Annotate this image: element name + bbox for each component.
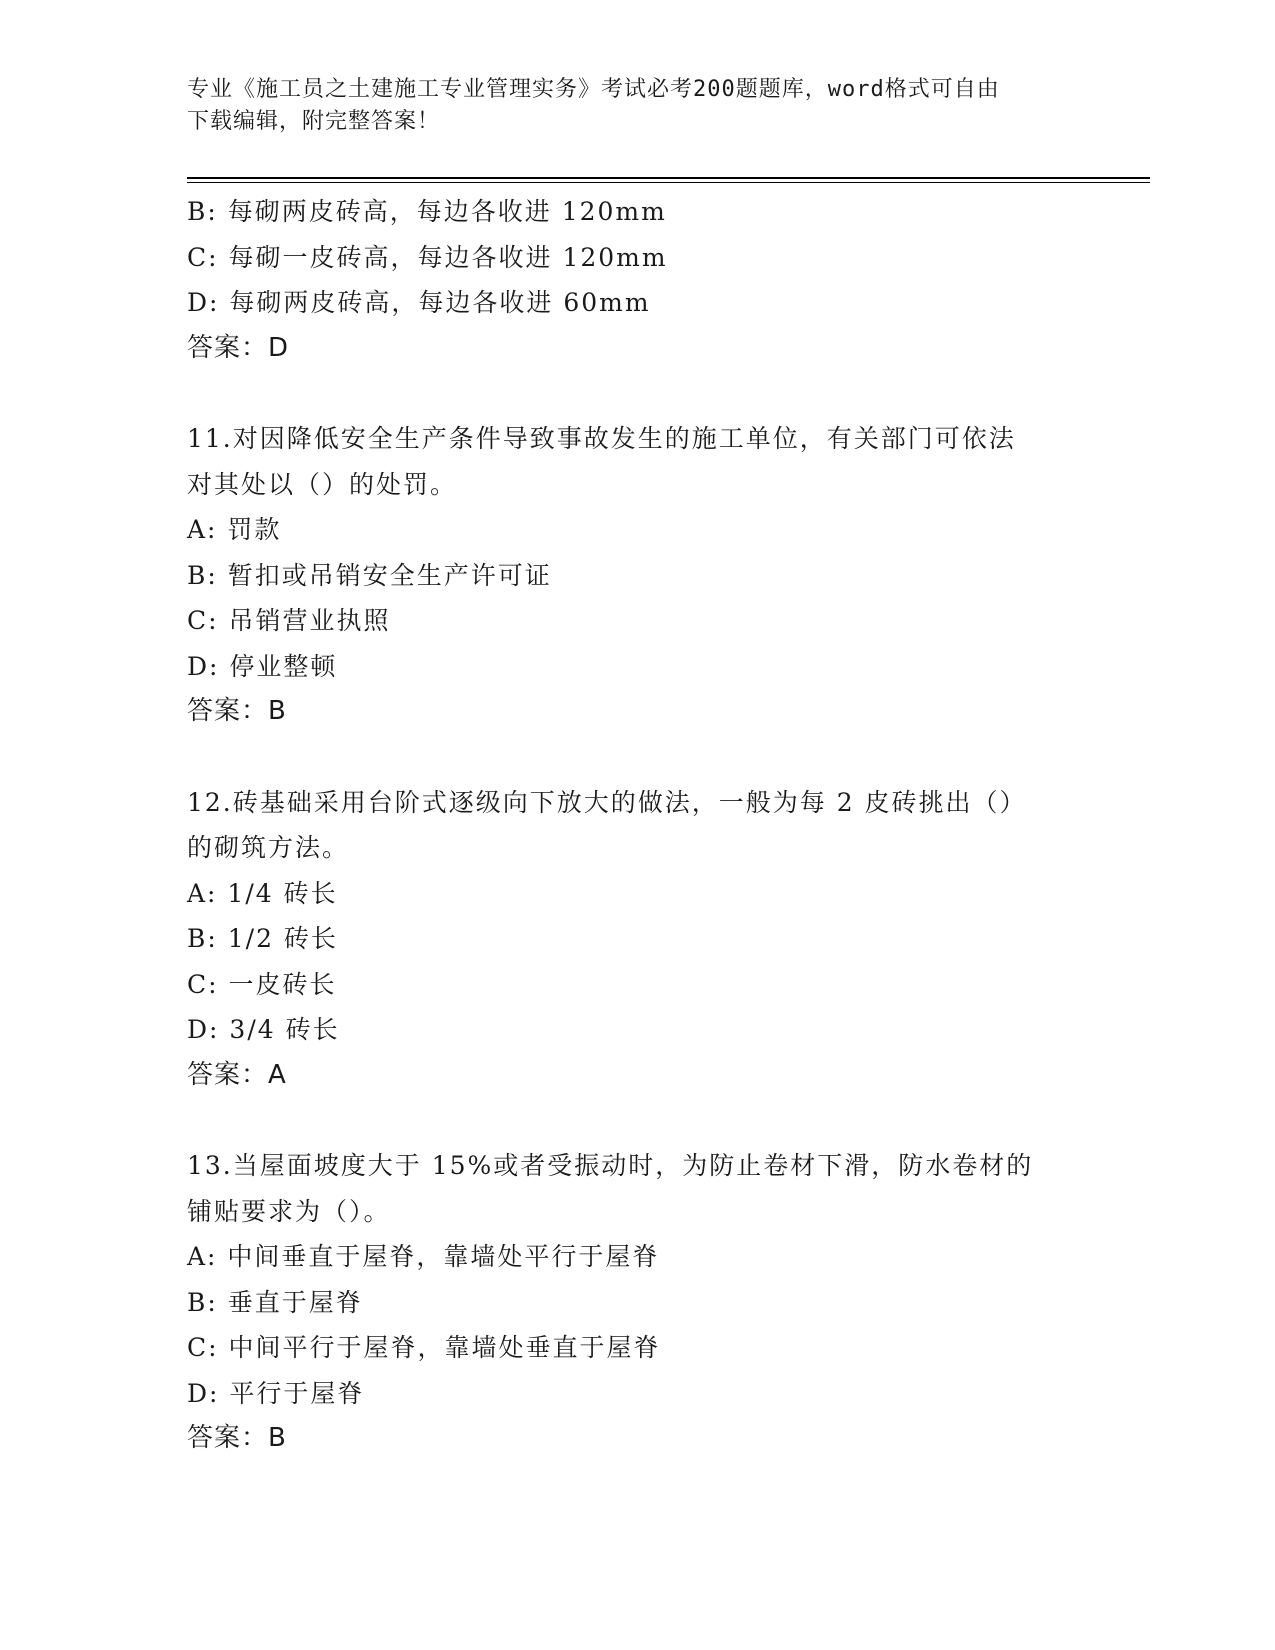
option-c: C: 每砌一皮砖高，每边各收进 120mm	[187, 242, 668, 272]
header-rule-thin	[187, 182, 1150, 183]
option-d: D: 平行于屋脊	[187, 1378, 365, 1408]
question-text-line-1: 13.当屋面坡度大于 15%或者受振动时，为防止卷材下滑，防水卷材的	[187, 1151, 1034, 1180]
option-b: B: 1/2 砖长	[187, 924, 338, 953]
answer-line: 答案：A	[187, 1059, 287, 1090]
question-13	[187, 1143, 1087, 1462]
option-a: A: 1/4 砖长	[187, 878, 338, 908]
question-12	[187, 780, 1087, 1099]
previous-question-tail	[187, 189, 1087, 371]
answer-line: 答案：B	[187, 696, 287, 726]
option-b: B: 暂扣或吊销安全生产许可证	[187, 560, 552, 590]
header-line-2: 下载编辑，附完整答案！	[187, 109, 441, 134]
question-text-line-2: 铺贴要求为（）。	[187, 1196, 391, 1226]
option-a: A: 罚款	[187, 515, 282, 544]
option-c: C: 一皮砖长	[187, 969, 337, 999]
question-text-line-2: 的砌筑方法。	[187, 833, 350, 862]
option-d: D: 3/4 砖长	[187, 1015, 340, 1044]
answer-line: 答案：D	[187, 332, 290, 363]
answer-line: 答案：B	[187, 1423, 287, 1453]
question-text	[187, 416, 1067, 507]
question-text-line-2: 对其处以（）的处罚。	[187, 469, 458, 499]
document-header	[187, 74, 1067, 138]
option-c: C: 吊销营业执照	[187, 606, 391, 635]
option-a: A: 中间垂直于屋脊，靠墙处平行于屋脊	[187, 1242, 660, 1271]
question-text	[187, 780, 1067, 871]
option-d: D: 停业整顿	[187, 651, 338, 681]
question-text	[187, 1143, 1067, 1234]
question-11	[187, 416, 1087, 735]
option-b: B: 垂直于屋脊	[187, 1287, 363, 1317]
question-text-line-1: 11.对因降低安全生产条件导致事故发生的施工单位，有关部门可依法	[187, 424, 1016, 453]
header-rule-thick	[187, 177, 1150, 179]
option-d: D: 每砌两皮砖高，每边各收进 60mm	[187, 288, 651, 317]
question-list	[187, 189, 1087, 1462]
question-text-line-1: 12.砖基础采用台阶式逐级向下放大的做法，一般为每 2 皮砖挑出（）	[187, 787, 1027, 817]
header-line-1: 专业《施工员之土建施工专业管理实务》考试必考200题题库，word格式可自由	[187, 77, 1000, 102]
option-b: B: 每砌两皮砖高，每边各收进 120mm	[187, 197, 667, 226]
option-c: C: 中间平行于屋脊，靠墙处垂直于屋脊	[187, 1333, 661, 1362]
